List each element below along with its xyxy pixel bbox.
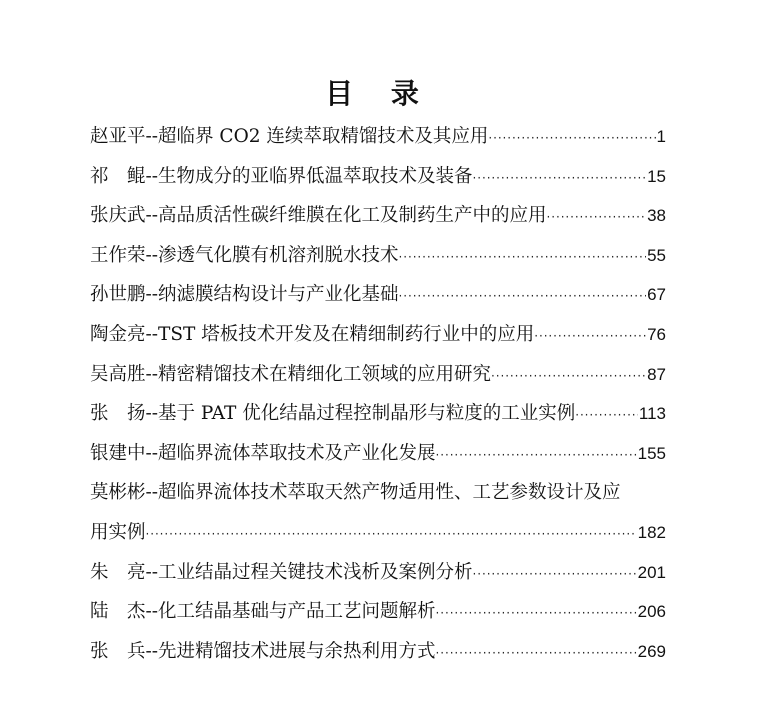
toc-entry[interactable] <box>90 434 666 474</box>
toc-leader-dots <box>473 159 647 199</box>
toc-separator: -- <box>145 205 159 227</box>
toc-separator: -- <box>145 482 159 504</box>
toc-page-number: 269 <box>637 641 666 661</box>
toc-separator: -- <box>145 323 159 345</box>
toc-entry-text <box>90 196 547 236</box>
toc-page-number: 55 <box>647 245 666 265</box>
toc-page-number: 182 <box>637 522 666 542</box>
toc-separator: -- <box>145 244 159 266</box>
toc-entry[interactable] <box>90 275 666 315</box>
toc-entry-text <box>90 157 473 197</box>
toc-entry[interactable] <box>90 157 666 197</box>
toc-leader-dots <box>534 317 646 357</box>
toc-separator: -- <box>145 165 159 187</box>
toc-author: 张 扬 <box>90 403 146 425</box>
toc-topic: 超临界 CO2 连续萃取精馏技术及其应用 <box>158 126 489 147</box>
toc-entry-text <box>90 355 491 395</box>
toc-entry-text <box>90 236 399 276</box>
toc-page-number: 15 <box>647 166 666 186</box>
toc-entry[interactable] <box>90 553 666 593</box>
toc-leader-dots <box>436 436 637 476</box>
toc-page-number: 206 <box>637 602 666 622</box>
toc-entry[interactable] <box>90 315 666 355</box>
toc-topic: 化工结晶基础与产品工艺问题解析 <box>158 601 436 623</box>
toc-separator: -- <box>145 363 159 385</box>
toc-entry-text <box>90 473 621 513</box>
toc-leader-dots <box>575 396 638 436</box>
toc-separator: -- <box>145 640 159 662</box>
toc-topic: 工业结晶过程关键技术浅析及案例分析 <box>158 561 473 583</box>
toc-author: 银建中 <box>90 442 146 464</box>
toc-leader-dots <box>399 277 647 317</box>
toc-topic: 生物成分的亚临界低温萃取技术及装备 <box>158 165 473 187</box>
toc-author: 赵亚平 <box>90 126 146 147</box>
toc-leader-dots <box>436 594 637 634</box>
toc-topic: 先进精馏技术进展与余热利用方式 <box>158 640 436 662</box>
toc-entry-text <box>90 117 488 157</box>
toc-entry[interactable] <box>90 196 666 236</box>
toc-entry-text <box>90 315 534 355</box>
toc-page-number: 113 <box>638 404 666 424</box>
toc-topic: 渗透气化膜有机溶剂脱水技术 <box>158 244 399 266</box>
toc-entry-text <box>90 434 436 474</box>
toc-separator: -- <box>145 403 159 425</box>
toc-author: 孙世鹏 <box>90 284 146 306</box>
toc-author: 张庆武 <box>90 205 146 227</box>
toc-page-number: 87 <box>647 364 666 384</box>
toc-author: 朱 亮 <box>90 561 146 583</box>
toc-separator: -- <box>145 284 159 306</box>
toc-entry[interactable] <box>90 394 666 434</box>
toc-topic: 基于 PAT 优化结晶过程控制晶形与粒度的工业实例 <box>158 403 576 425</box>
toc-leader-dots <box>436 634 637 674</box>
toc-entry[interactable] <box>90 117 666 157</box>
toc-separator: -- <box>145 126 159 147</box>
toc-entry[interactable] <box>90 236 666 276</box>
toc-author: 吴高胜 <box>90 363 146 385</box>
toc-separator: -- <box>145 601 159 623</box>
toc-page-number: 1 <box>656 127 666 146</box>
toc-topic: 高品质活性碳纤维膜在化工及制药生产中的应用 <box>158 205 547 227</box>
toc-leader-dots <box>399 238 647 278</box>
toc-entry[interactable] <box>90 632 666 672</box>
toc-entry-text <box>90 275 399 315</box>
toc-entry[interactable] <box>90 473 666 513</box>
toc-topic: TST 塔板技术开发及在精细制药行业中的应用 <box>158 323 535 345</box>
toc-leader-dots <box>491 357 646 397</box>
toc-topic: 超临界流体技术萃取天然产物适用性、工艺参数设计及应 <box>158 482 621 504</box>
toc-entry-text <box>90 394 575 434</box>
toc-page-number: 155 <box>637 443 666 463</box>
toc-author: 王作荣 <box>90 244 146 266</box>
toc-author: 祁 鲲 <box>90 165 146 187</box>
toc-author: 张 兵 <box>90 640 146 662</box>
toc-entry-continuation[interactable] <box>90 513 666 553</box>
toc-topic: 超临界流体萃取技术及产业化发展 <box>158 442 436 464</box>
toc-topic: 精密精馏技术在精细化工领域的应用研究 <box>158 363 492 385</box>
toc-leader-dots <box>146 515 637 555</box>
toc-entry-text <box>90 592 436 632</box>
toc-author: 莫彬彬 <box>90 482 146 504</box>
toc-entry-text <box>90 632 436 672</box>
toc-topic: 纳滤膜结构设计与产业化基础 <box>158 284 399 306</box>
toc-entry[interactable] <box>90 355 666 395</box>
toc-author: 陶金亮 <box>90 323 146 345</box>
toc-leader-dots <box>473 555 637 595</box>
toc-entry-text <box>90 553 473 593</box>
toc-separator: -- <box>145 561 159 583</box>
table-of-contents <box>90 117 666 671</box>
toc-author: 陆 杰 <box>90 601 146 623</box>
toc-page-number: 201 <box>637 562 666 582</box>
toc-topic-continuation: 用实例 <box>90 521 146 543</box>
toc-page-number: 76 <box>647 324 666 344</box>
page-title: 目 录 <box>325 77 433 110</box>
toc-leader-dots <box>547 198 647 238</box>
toc-leader-dots <box>488 119 655 159</box>
toc-entry[interactable] <box>90 592 666 632</box>
toc-page-number: 38 <box>647 206 666 226</box>
toc-separator: -- <box>145 442 159 464</box>
toc-page-number: 67 <box>647 285 666 305</box>
